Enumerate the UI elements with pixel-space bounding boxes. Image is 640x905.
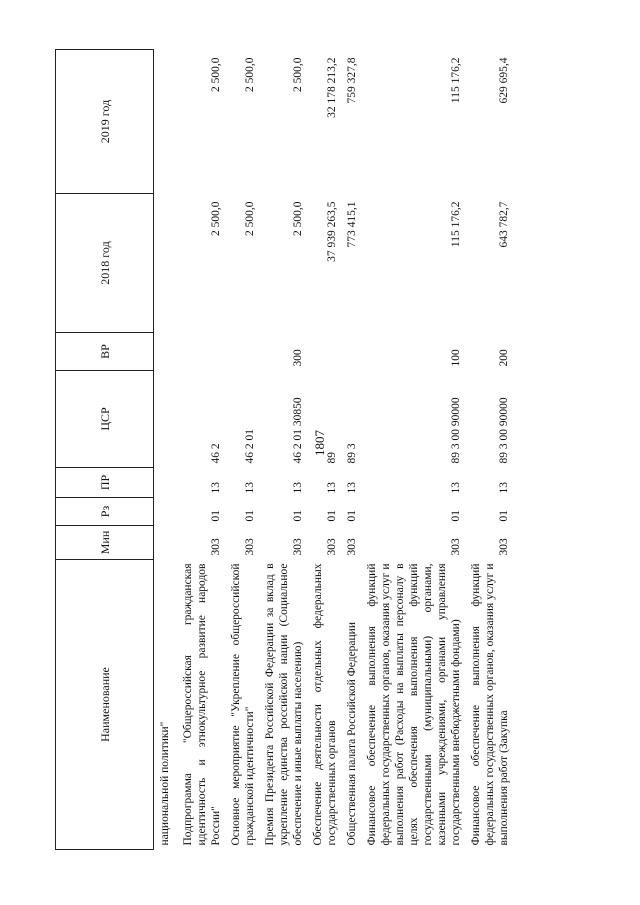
- row-2019: 32 178 213,2: [326, 57, 338, 118]
- table-row: [466, 50, 514, 850]
- row-csr: 89 3 00 90000: [450, 397, 462, 464]
- row-2018: 773 415,1: [346, 201, 358, 248]
- row-vr: [178, 333, 226, 371]
- row-min: 303: [210, 538, 222, 556]
- row-2018: 2 500,0: [292, 201, 304, 236]
- table-row: [308, 50, 342, 850]
- rotated-page: [55, 50, 590, 850]
- row-min: 303: [346, 538, 358, 556]
- row-2019: 2 500,0: [210, 57, 222, 92]
- row-pr: 13: [450, 482, 462, 494]
- table-row: [178, 50, 226, 850]
- header-vr: ВР: [56, 333, 154, 371]
- table-row: [362, 50, 466, 850]
- table-row: [226, 50, 260, 850]
- row-vr: [308, 333, 342, 371]
- header-2018: 2018 год: [56, 194, 154, 333]
- row-2018: 643 782,7: [498, 201, 510, 248]
- header-name: Наименование: [56, 560, 154, 850]
- row-name: Финансовое обеспечение выполнения функций федеральных государственных органов, оказания услуг и выполнения работ (Расходы на выплаты персоналу в целях обеспечения выполнения функций государственными (муниципальными) органами, казенными учреждениями, органами управления государственными внебюджетными фондами): [366, 563, 462, 846]
- row-rz: 01: [326, 510, 338, 522]
- row-pr: 13: [326, 482, 338, 494]
- row-min: 303: [326, 538, 338, 556]
- row-min: 303: [244, 538, 256, 556]
- row-vr: [342, 333, 362, 371]
- row-name: Подпрограмма "Общероссийская гражданская идентичность и этнокультурное развитие народов России": [182, 563, 222, 846]
- row-csr: 46 2: [210, 443, 222, 464]
- row-2019: 115 176,2: [450, 57, 462, 104]
- row-rz: 01: [292, 510, 304, 522]
- header-2019: 2019 год: [56, 50, 154, 194]
- row-rz: 01: [244, 510, 256, 522]
- row-name: Обеспечение деятельности отдельных федеральных государственных органов: [312, 563, 338, 846]
- row-2018: 2 500,0: [210, 201, 222, 236]
- header-rz: Рз: [56, 498, 154, 526]
- row-2019: 759 327,8: [346, 57, 358, 104]
- continuation-text: национальной политики": [159, 721, 171, 846]
- row-vr: 300: [292, 349, 304, 367]
- row-rz: 01: [498, 510, 510, 522]
- row-min: 303: [292, 538, 304, 556]
- row-pr: 13: [210, 482, 222, 494]
- row-2019: 2 500,0: [292, 57, 304, 92]
- row-vr: [226, 333, 260, 371]
- table-row: [260, 50, 308, 850]
- budget-table: [55, 49, 514, 850]
- row-pr: 13: [292, 482, 304, 494]
- row-pr: 13: [498, 482, 510, 494]
- row-rz: 01: [210, 510, 222, 522]
- row-vr: 200: [498, 349, 510, 367]
- row-name: Финансовое обеспечение выполнения функций федеральных государственных органов, оказания услуг и выполнения работ (Закупка: [470, 563, 510, 846]
- row-2019: 2 500,0: [244, 57, 256, 92]
- row-min: 303: [498, 538, 510, 556]
- row-2018: 2 500,0: [244, 201, 256, 236]
- row-csr: 89 3: [346, 443, 358, 464]
- page-number: 1807: [312, 430, 327, 456]
- row-2018: 37 939 263,5: [326, 201, 338, 262]
- row-csr: 89: [326, 452, 338, 464]
- row-name: Общественная палата Российской Федерации: [346, 622, 358, 846]
- row-vr: 100: [450, 349, 462, 367]
- row-pr: 13: [346, 482, 358, 494]
- table-row: [342, 50, 362, 850]
- table-body: [154, 50, 515, 850]
- row-rz: 01: [450, 510, 462, 522]
- header-csr: ЦСР: [56, 371, 154, 468]
- row-min: 303: [450, 538, 462, 556]
- row-csr: 46 2 01: [244, 429, 256, 464]
- row-name: Основное мероприятие "Укрепление общероссийской гражданской идентичности": [230, 563, 256, 846]
- header-pr: ПР: [56, 468, 154, 498]
- row-name: Премия Президента Российской Федерации за вклад в укрепление единства российской нации (Социальное обеспечение и иные выплаты населению): [264, 563, 304, 846]
- table-header: [56, 50, 154, 850]
- continuation-row: [154, 50, 179, 850]
- row-pr: 13: [244, 482, 256, 494]
- row-2019: 629 695,4: [498, 57, 510, 104]
- header-min: Мин: [56, 526, 154, 560]
- row-csr: 46 2 01 30850: [292, 397, 304, 464]
- row-2018: 115 176,2: [450, 201, 462, 248]
- row-rz: 01: [346, 510, 358, 522]
- row-csr: 89 3 00 90000: [498, 397, 510, 464]
